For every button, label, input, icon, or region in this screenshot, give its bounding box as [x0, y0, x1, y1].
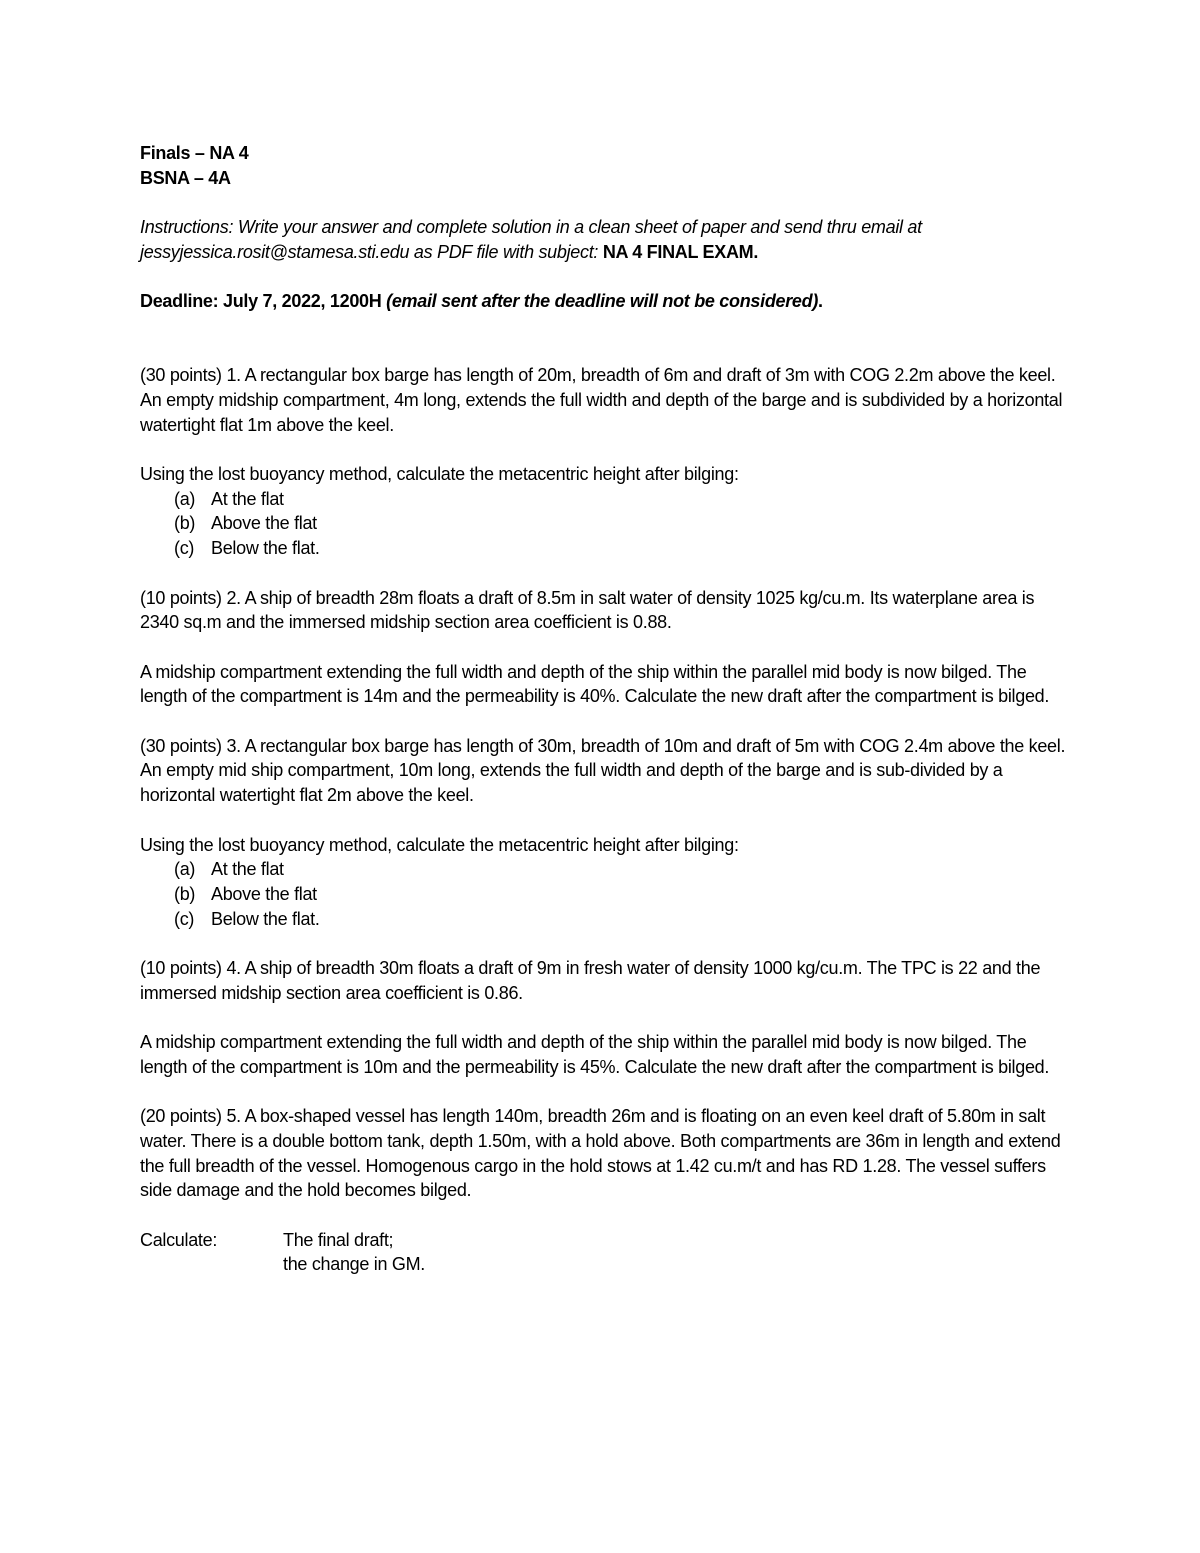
- deadline-label: Deadline: July 7, 2022, 1200H: [140, 291, 387, 312]
- part-text: At the flat: [211, 859, 284, 880]
- question-5: (20 points) 5. A box-shaped vessel has length 140m, breadth 26m and is floating on an even keel draft of 5.80m in salt water. There is a double bottom tank, depth 1.50m, with a hold above. Both compartments are 36m in length and extend the full breadth of the vessel. Homogenous cargo in the hold stows at 1.42 cu.m/t and has RD 1.28. The vessel suffers side damage and the hold becomes bilged.: [140, 1106, 1061, 1201]
- part-text: Below the flat.: [211, 538, 320, 559]
- question-4: (10 points) 4. A ship of breadth 30m floats a draft of 9m in fresh water of density 1000 kg/cu.m. The TPC is 22 and the immersed midship section area coefficient is 0.86.: [140, 958, 1041, 1003]
- question-3: (30 points) 3. A rectangular box barge has length of 30m, breadth of 10m and draft of 5m with COG 2.4m above the keel. An empty mid ship compartment, 10m long, extends the full width and depth of the barge and is sub-divided by a horizontal watertight flat 2m above the keel.: [140, 735, 1066, 806]
- spacer: [140, 808, 1070, 833]
- part-text: At the flat: [211, 488, 284, 509]
- list-item: [174, 907, 1070, 932]
- spacer: [140, 437, 1070, 462]
- instructions: [140, 215, 1070, 264]
- spacer: [140, 314, 1070, 363]
- deadline-end: .: [818, 291, 823, 312]
- deadline: [140, 289, 1070, 314]
- part-label: (c): [174, 908, 195, 929]
- list-item: [174, 857, 1070, 882]
- spacer: [140, 635, 1070, 660]
- question-2: (10 points) 2. A ship of breadth 28m floats a draft of 8.5m in salt water of density 1025 kg/cu.m. Its waterplane area is 2340 sq.m and the immersed midship section area coefficient is 0.88.: [140, 587, 1035, 633]
- instructions-text: Instructions: Write your answer and complete solution in a clean sheet of paper and send thru email at jessyjessica.rosit@stamesa.sti.edu as PDF file with subject:: [140, 217, 922, 262]
- indent: [140, 1252, 283, 1277]
- part-text: Above the flat: [211, 883, 317, 904]
- calculate-row: [140, 1228, 1070, 1253]
- spacer: [140, 190, 1070, 215]
- exam-title: Finals – NA 4: [140, 143, 249, 163]
- part-label: (b): [174, 883, 196, 904]
- calculate-label: Calculate:: [140, 1229, 218, 1250]
- spacer: [140, 931, 1070, 956]
- deadline-note: (email sent after the deadline will not be considered): [386, 291, 819, 312]
- spacer: [140, 1005, 1070, 1030]
- question-2-detail: A midship compartment extending the full width and depth of the ship within the parallel mid body is now bilged. The length of the compartment is 14m and the permeability is 40%. Calculate the new draft after the compartment is bilged.: [140, 661, 1050, 707]
- class-section: BSNA – 4A: [140, 167, 231, 188]
- part-label: (c): [174, 538, 195, 559]
- email-subject: NA 4 FINAL EXAM.: [602, 241, 759, 262]
- question-1-prompt: Using the lost buoyancy method, calculate the metacentric height after bilging:: [140, 464, 739, 485]
- question-3-prompt: Using the lost buoyancy method, calculate the metacentric height after bilging:: [140, 834, 739, 855]
- spacer: [140, 1080, 1070, 1105]
- calculate-row: [140, 1252, 1070, 1277]
- list-item: [174, 487, 1070, 512]
- part-text: Below the flat.: [211, 908, 320, 929]
- calculate-item-2: the change in GM.: [283, 1254, 425, 1275]
- list-item: [174, 511, 1070, 536]
- spacer: [140, 561, 1070, 586]
- list-item: [174, 882, 1070, 907]
- question-1-parts: [140, 487, 1070, 561]
- exam-document: [140, 141, 1070, 1277]
- question-4-detail: A midship compartment extending the full width and depth of the ship within the parallel mid body is now bilged. The length of the compartment is 10m and the permeability is 45%. Calculate the new draft after the compartment is bilged.: [140, 1032, 1050, 1077]
- list-item: [174, 536, 1070, 561]
- question-1: (30 points) 1. A rectangular box barge has length of 20m, breadth of 6m and draft of 3m with COG 2.2m above the keel. An empty midship compartment, 4m long, extends the full width and depth of the barge and is subdivided by a horizontal watertight flat 1m above the keel.: [140, 365, 1063, 435]
- part-text: Above the flat: [211, 513, 317, 534]
- calculate-item-1: The final draft;: [283, 1229, 394, 1250]
- spacer: [140, 709, 1070, 734]
- spacer: [140, 1203, 1070, 1228]
- question-3-parts: [140, 857, 1070, 931]
- part-label: (a): [174, 859, 196, 880]
- part-label: (a): [174, 488, 196, 509]
- spacer: [140, 265, 1070, 290]
- part-label: (b): [174, 513, 196, 534]
